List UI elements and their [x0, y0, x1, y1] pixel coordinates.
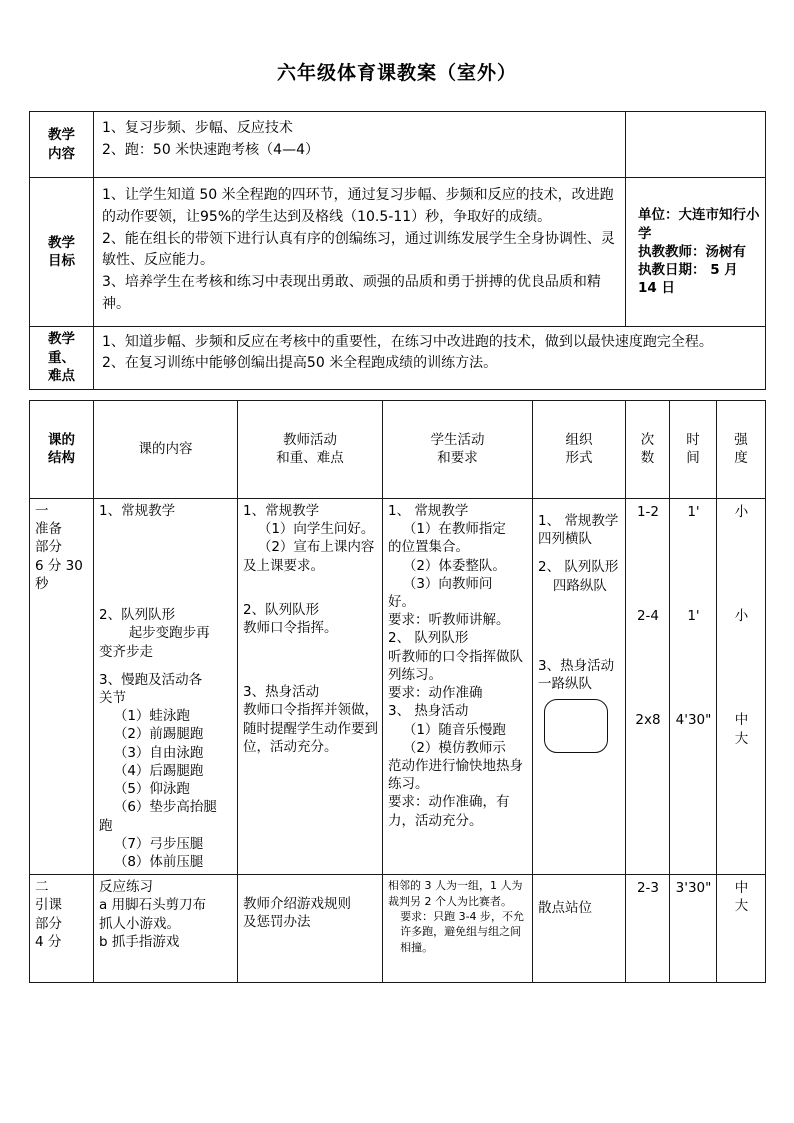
- header-student-activity: [383, 400, 533, 498]
- row1-structure: [30, 498, 94, 874]
- row2-structure-line-2: 部分: [35, 915, 62, 932]
- row2-content-c2-cont: 抓人小游戏。: [99, 915, 180, 932]
- row1-content-item2-title: 2、队列队形: [99, 607, 176, 624]
- page-title: 六年级体育课教案（室外）: [276, 62, 517, 84]
- header-course-structure-line2: 结构: [48, 450, 75, 467]
- lesson-plan-table: [29, 111, 766, 983]
- header-time-line1: 时: [686, 432, 700, 449]
- teaching-objective-label: [30, 178, 94, 326]
- row1-count-1: 1-2: [636, 503, 660, 520]
- row2-content: [94, 875, 238, 983]
- row1-content-item2-sub: 起步变跑步再: [128, 625, 210, 642]
- teaching-content-line-1: 1、复习步频、步幅、反应技术: [102, 120, 293, 136]
- row1-teacher-t1a: （1）向学生问好。: [257, 521, 375, 538]
- row1-org-gap-1: [538, 548, 621, 558]
- row1-content-item3-wrap: 跑: [99, 817, 113, 834]
- row1-intensity-gap-2: [722, 625, 761, 711]
- header-student-activity-line2: 和要求: [437, 450, 478, 467]
- row1-intensity-gap-1: [722, 521, 761, 607]
- header-organization-line2: 形式: [565, 450, 593, 467]
- header-count: [626, 400, 670, 498]
- row1-teacher-t3: 3、热身活动: [243, 684, 320, 701]
- row2-student-activity: [383, 875, 533, 983]
- list-item: （7）弓步压腿: [113, 835, 204, 852]
- teacher-info: 执教教师：汤树有: [638, 243, 746, 260]
- row1-student-s3b-cont: 范动作进行愉快地热身练习。: [388, 757, 523, 793]
- row2-organization: [533, 875, 626, 983]
- row1-count-gap-2: [631, 625, 665, 711]
- row2-count: 2-3: [626, 875, 670, 983]
- header-intensity: [717, 400, 766, 498]
- row1-time-1: 1': [687, 503, 700, 520]
- row2-student-s2: 要求：只跑 3-4 步，不允许多跑，避免组与组之间相撞。: [400, 909, 525, 954]
- table-spacer-row: [30, 389, 766, 400]
- row1-student-s1a: （1）在教师指定: [402, 521, 506, 538]
- row2-structure: [30, 875, 94, 983]
- key-difficulty-2: 2、在复习训练中能够创编出提高50 米全程跑成绩的训练方法。: [102, 355, 498, 372]
- row1-teacher-t1: 1、常规教学: [243, 502, 320, 519]
- row1-content-item2-sub-cont: 变齐步走: [99, 643, 153, 660]
- row2-org-o1: 散点站位: [538, 900, 592, 917]
- row1-structure-line-1: 准备: [35, 521, 62, 538]
- row1-student-s2a: 听教师的口令指挥做队列练习。: [388, 648, 523, 683]
- row1-student-s2-req: 要求：动作准确: [388, 685, 483, 702]
- header-count-line2: 数: [640, 450, 655, 467]
- teaching-content-label-line1: 教学: [48, 127, 75, 144]
- row1-time-gap-2: [675, 625, 712, 711]
- teaching-objective-label-line2: 目标: [48, 252, 75, 269]
- row2-intensity-line2: 大: [734, 898, 749, 915]
- row2-teacher-t1-cont: 及惩罚办法: [243, 914, 311, 931]
- table-row: [30, 875, 766, 983]
- row1-org-gap-2: [538, 595, 621, 657]
- row1-student-s2: 2、 队列队形: [388, 630, 469, 647]
- row1-teacher-gap-2: [243, 637, 378, 683]
- row1-org-o3-cont: 一路纵队: [538, 675, 592, 692]
- row1-teacher-t2a: 教师口令指挥。: [243, 619, 338, 636]
- list-item: （4）后踢腿跑: [113, 762, 204, 779]
- row1-content-gap-1: [99, 520, 233, 606]
- row1-time-2: 1': [687, 608, 700, 625]
- list-item: （3）自由泳跑: [113, 744, 204, 761]
- header-teacher-activity: [238, 400, 383, 498]
- header-course-content: 课的内容: [94, 400, 238, 498]
- objective-1: 1、让学生知道 50 米全程跑的四环节，通过复习步幅、步频和反应的技术，改进跑的动作要领，让95%的学生达到及格线（10.5-11）秒，争取好的成绩。: [102, 187, 614, 226]
- spacer-cell: [30, 389, 766, 400]
- teaching-objective-value: [94, 178, 626, 326]
- row1-student-s3: 3、 热身活动: [388, 703, 469, 720]
- row1-intensity-1: 小: [734, 503, 749, 520]
- row1-org-o2-cont: 四路纵队: [552, 577, 607, 594]
- row2-intensity-line1: 中: [734, 880, 749, 897]
- row1-student-s1: 1、 常规教学: [388, 502, 469, 519]
- teaching-content-label-line2: 内容: [48, 145, 75, 162]
- row2-intensity: [717, 875, 766, 983]
- row1-org-o3: 3、热身活动: [538, 657, 615, 674]
- row1-time: [670, 498, 717, 874]
- header-teacher-activity-line1: 教师活动: [283, 432, 337, 449]
- row2-content-c3: b 抓手指游戏: [99, 933, 180, 950]
- list-item: （2）前踢腿跑: [113, 726, 204, 743]
- row1-teacher-t3a: 教师口令指挥并领做，随时提醒学生动作要到位，活动充分。: [243, 702, 378, 755]
- row2-student-s1: 相邻的 3 人为一组，1 人为裁判另 2 个人为比赛者。: [388, 879, 523, 908]
- row1-time-3: 4'30": [675, 712, 712, 729]
- key-difficulty-row: [30, 326, 766, 389]
- teaching-content-row: [30, 112, 766, 178]
- row2-structure-line-0: 二: [35, 879, 49, 896]
- row1-count-3: 2x8: [635, 712, 661, 729]
- row1-student-s3-req: 要求：动作准确，有力，活动充分。: [388, 794, 510, 829]
- row1-structure-line-0: 一: [35, 502, 49, 519]
- header-time-line2: 间: [686, 450, 700, 467]
- row1-content-item3-title: 3、慢跑及活动各: [99, 671, 203, 688]
- objective-3: 3、培养学生在考核和练习中表现出勇敢、顽强的品质和勇于拼搏的优良品质和精神。: [102, 274, 601, 312]
- row1-student-s3b: （2）模仿教师示: [402, 739, 506, 756]
- row1-intensity-3-line2: 大: [734, 730, 749, 747]
- header-organization-line1: 组织: [565, 432, 593, 449]
- row1-student-s3a: （1）随音乐慢跑: [402, 721, 506, 738]
- row1-time-gap-1: [675, 521, 712, 607]
- row1-student-s1b: （2）体委整队。: [402, 557, 506, 574]
- unit-info: 单位：大连市知行小学: [638, 207, 760, 242]
- key-difficulty-label-line2: 重、: [48, 349, 75, 366]
- teaching-objective-row: [30, 178, 766, 326]
- row1-teacher-t1b-cont: 及上课要求。: [243, 557, 324, 574]
- row1-org-o1: 1、 常规教学: [538, 512, 619, 529]
- row1-student-s1a-cont: 的位置集合。: [388, 539, 469, 556]
- key-difficulty-label-line1: 教学: [48, 331, 75, 348]
- teaching-objective-label-line1: 教学: [48, 234, 75, 251]
- table-row: [30, 498, 766, 874]
- formation-diagram-icon: [544, 699, 608, 753]
- row1-count: [626, 498, 670, 874]
- row2-content-c2: a 用脚石头剪刀布: [99, 897, 207, 914]
- row1-structure-line-4: 秒: [35, 575, 49, 592]
- header-intensity-line2: 度: [734, 450, 748, 467]
- list-item: （1）蛙泳跑: [113, 708, 190, 725]
- row1-organization: [533, 498, 626, 874]
- row1-structure-line-3: 6 分 30: [35, 557, 83, 574]
- row2-structure-line-1: 引课: [35, 897, 62, 914]
- row1-intensity: [717, 498, 766, 874]
- row1-structure-line-2: 部分: [35, 539, 62, 556]
- key-difficulty-label-line3: 难点: [48, 367, 75, 384]
- header-course-structure: [30, 400, 94, 498]
- column-header-row: [30, 400, 766, 498]
- teaching-content-blank-cell: [626, 112, 766, 178]
- row1-org-o1-cont: 四列横队: [538, 531, 592, 548]
- header-time: [670, 400, 717, 498]
- row1-count-2: 2-4: [636, 608, 660, 625]
- row1-content-gap-2: [99, 661, 233, 671]
- teaching-content-value: [94, 112, 626, 178]
- header-teacher-activity-line2: 和重、难点: [276, 450, 344, 467]
- list-item: （8）体前压腿: [113, 853, 204, 870]
- row2-time: 3'30": [670, 875, 717, 983]
- row1-content-item1: 1、常规教学: [99, 502, 176, 519]
- header-student-activity-line1: 学生活动: [430, 432, 485, 449]
- date-info: 执教日期： 5 月 14 日: [638, 262, 738, 297]
- row1-student-s1-req: 要求：听教师讲解。: [388, 612, 510, 629]
- row1-student-s1c: （3）向教师问: [402, 575, 493, 592]
- row1-org-gap-0: [538, 502, 621, 512]
- row2-teacher-t1: 教师介绍游戏规则: [243, 896, 351, 913]
- key-difficulty-1: 1、知道步幅、步频和反应在考核中的重要性，在练习中改进跑的技术，做到以最快速度跑完全程。: [102, 333, 713, 350]
- row2-content-c1: 反应练习: [99, 879, 153, 896]
- key-difficulty-value: [94, 326, 766, 389]
- row1-student-activity: [383, 498, 533, 874]
- row1-teacher-t1b: （2）宣布上课内容: [257, 539, 375, 556]
- row1-student-s1c-cont: 好。: [388, 593, 415, 610]
- header-course-structure-line1: 课的: [48, 432, 75, 449]
- row1-content-item3-cont: 关节: [99, 689, 126, 706]
- row2-teacher-activity: [238, 875, 383, 983]
- row2-structure-line-3: 4 分: [35, 933, 62, 950]
- list-item: （5）仰泳跑: [113, 781, 190, 798]
- teaching-content-line-2: 2、跑：50 米快速跑考核（4—4）: [102, 141, 319, 158]
- row1-teacher-gap-1: [243, 575, 378, 601]
- key-difficulty-label: [30, 326, 94, 389]
- row1-count-gap-1: [631, 521, 665, 607]
- header-count-line1: 次: [640, 432, 655, 449]
- objective-2: 2、能在组长的带领下进行认真有序的创编练习，通过训练发展学生全身协调性、灵敏性、反应能力。: [102, 230, 615, 269]
- header-intensity-line1: 强: [734, 432, 748, 449]
- teaching-content-label: [30, 112, 94, 178]
- header-organization: [533, 400, 626, 498]
- row1-intensity-3-line1: 中: [734, 712, 749, 729]
- row1-content: [94, 498, 238, 874]
- row1-teacher-t2: 2、队列队形: [243, 601, 320, 618]
- lesson-meta-info: [626, 178, 766, 326]
- row1-intensity-2: 小: [734, 608, 749, 625]
- row1-org-o2: 2、 队列队形: [538, 559, 619, 576]
- list-item: （6）垫步高抬腿: [113, 799, 217, 816]
- row1-teacher-activity: [238, 498, 383, 874]
